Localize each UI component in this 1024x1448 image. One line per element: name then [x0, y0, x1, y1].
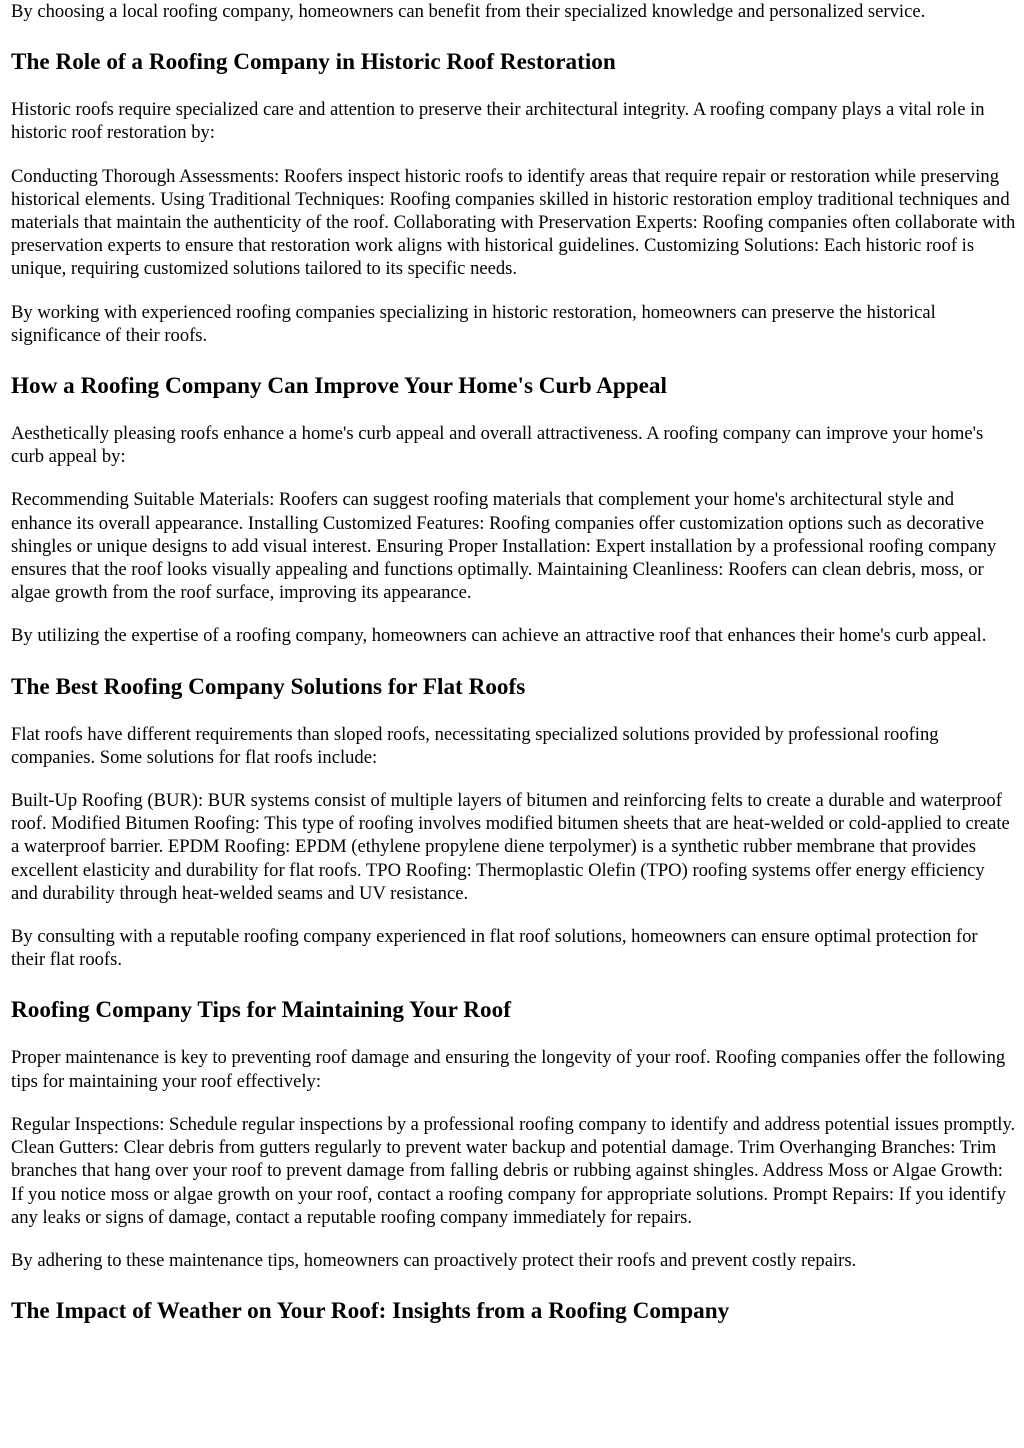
- section-paragraph: Historic roofs require specialized care and attention to preserve their architectural integrity. A roofing company plays a vital role in historic roof restoration by:: [11, 99, 985, 144]
- intro-paragraph: By choosing a local roofing company, homeowners can benefit from their specialized knowledge and personalized service.: [11, 1, 926, 22]
- section-paragraph: Conducting Thorough Assessments: Roofers inspect historic roofs to identify areas that require repair or restoration while preserving historical elements. Using Traditional Techniques: Roofing companies skilled in historic restoration employ traditional techniques and materials that maintain the authenticity of the roof. Collaborating with Preservation Experts: Roofing companies often collaborate with preservation experts to ensure that restoration work aligns with historical guidelines. Customizing Solutions: Each historic roof is unique, requiring customized solutions tailored to its specific needs.: [11, 165, 1016, 280]
- section-heading-flat-roofs: The Best Roofing Company Solutions for Flat Roofs: [11, 673, 526, 700]
- section-paragraph: By working with experienced roofing companies specializing in historic restoration, homeowners can preserve the historical significance of their roofs.: [11, 301, 936, 346]
- section-paragraph: Regular Inspections: Schedule regular inspections by a professional roofing company to identify and address potential issues promptly. Clean Gutters: Clear debris from gutters regularly to prevent water backup and potential damage. Trim Overhanging Branches: Trim branches that hang over your roof to prevent damage from falling debris or rubbing against shingles. Address Moss or Algae Growth: If you notice moss or algae growth on your roof, contact a roofing company for appropriate solutions. Prompt Repairs: If you identify any leaks or signs of damage, contact a reputable roofing company immediately for repairs.: [11, 1113, 1016, 1228]
- section-heading-weather-impact: The Impact of Weather on Your Roof: Insights from a Roofing Company: [11, 1298, 730, 1325]
- section-paragraph: Aesthetically pleasing roofs enhance a home's curb appeal and overall attractiveness. A roofing company can improve your home's curb appeal by:: [11, 423, 984, 468]
- section-paragraph: Proper maintenance is key to preventing roof damage and ensuring the longevity of your roof. Roofing companies offer the following tips for maintaining your roof effectively:: [11, 1047, 1006, 1092]
- section-paragraph: By utilizing the expertise of a roofing company, homeowners can achieve an attractive roof that enhances their home's curb appeal.: [11, 625, 987, 647]
- section-heading-historic-restoration: The Role of a Roofing Company in Historic Roof Restoration: [11, 49, 616, 76]
- section-heading-curb-appeal: How a Roofing Company Can Improve Your Home's Curb Appeal: [11, 373, 667, 400]
- section-heading-maintenance-tips: Roofing Company Tips for Maintaining Your Roof: [11, 997, 511, 1024]
- section-paragraph: Built-Up Roofing (BUR): BUR systems consist of multiple layers of bitumen and reinforcing felts to create a durable and waterproof roof. Modified Bitumen Roofing: This type of roofing involves modified bitumen sheets that are heat-welded or cold-applied to create a waterproof barrier. EPDM Roofing: EPDM (ethylene propylene diene terpolymer) is a synthetic rubber membrane that provides excellent elasticity and durability for flat roofs. TPO Roofing: Thermoplastic Olefin (TPO) roofing systems offer energy efficiency and durability through heat-welded seams and UV resistance.: [11, 790, 1010, 904]
- section-paragraph: Flat roofs have different requirements than sloped roofs, necessitating specialized solutions provided by professional roofing companies. Some solutions for flat roofs include:: [11, 723, 939, 768]
- section-paragraph: Recommending Suitable Materials: Roofers can suggest roofing materials that complement your home's architectural style and enhance its overall appearance. Installing Customized Features: Roofing companies offer customization options such as decorative shingles or unique designs to add visual interest. Ensuring Proper Installation: Expert installation by a professional roofing company ensures that the roof looks visually appealing and functions optimally. Maintaining Cleanliness: Roofers can clean debris, moss, or algae growth from the roof surface, improving its appearance.: [11, 489, 997, 604]
- section-paragraph: By consulting with a reputable roofing company experienced in flat roof solutions, homeowners can ensure optimal protection for their flat roofs.: [11, 926, 978, 971]
- section-paragraph: By adhering to these maintenance tips, homeowners can proactively protect their roofs and prevent costly repairs.: [11, 1249, 857, 1271]
